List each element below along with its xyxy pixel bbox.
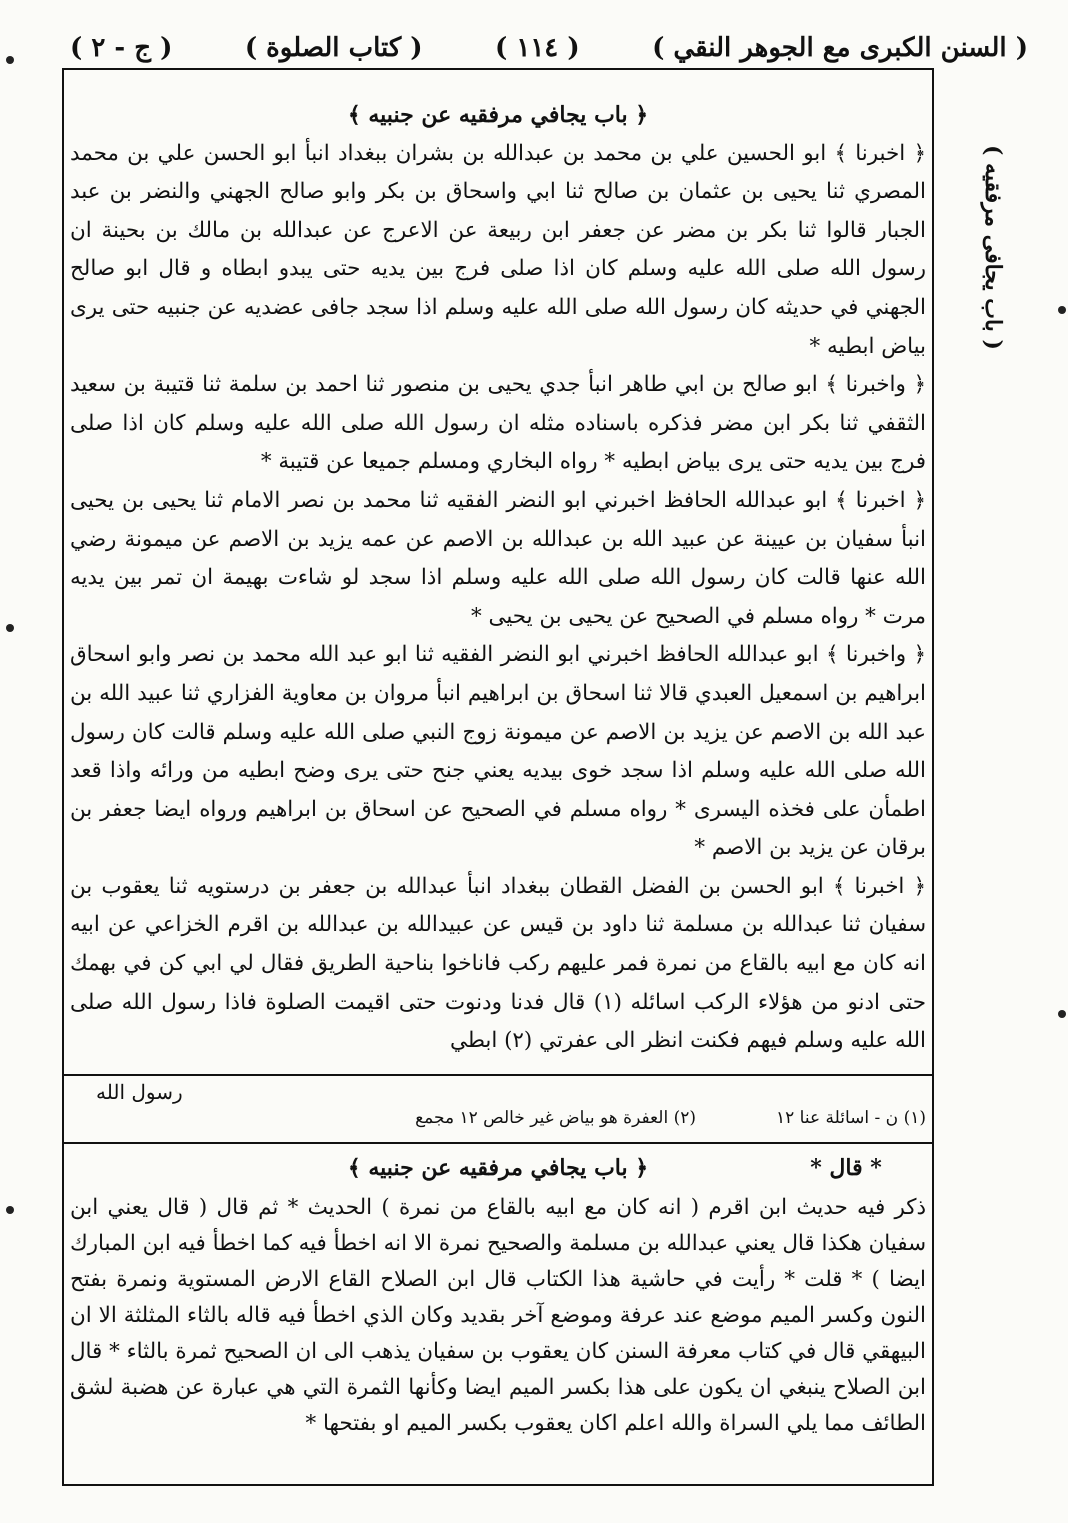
hadith-paragraph: ﴿ اخبرنا ﴾ ابو الحسين علي بن محمد بن عبدالله بن بشران ببغداد انبأ ابو الحسن علي بن محمد المصري ثنا يحيى بن عثمان بن صالح ثنا ابي واسحاق بن بكر وابو صالح الجهني والنضر بن عبد الجبار قالوا ثنا بكر بن مضر عن جعفر ابن ربيعة عن الاعرج عن عبدالله بن مالك بن بحينة ان رسول الله صلى الله عليه وسلم كان اذا صلى فرج بين يديه حتى يبدو ابطاه و قال ابو صالح الجهني في حديثه كان رسول الله صلى الله عليه وسلم اذا سجد جافى عضديه عن جنبيه حتى يرى بياض ابطيه *	[70, 140, 926, 359]
main-text	[70, 96, 926, 1061]
scan-speck	[1058, 1010, 1066, 1018]
scan-speck	[1058, 306, 1066, 314]
hadith-paragraph: ﴿ واخبرنا ﴾ ابو صالح بن ابي طاهر انبأ جدي يحيى بن منصور ثنا احمد بن سلمة ثنا قتيبة بن سعيد الثقفي ثنا بكر ابن مضر فذكره باسناده مثله ان رسول الله صلى الله عليه وسلم كان اذا صلى فرج بين يديه حتى يرى بياض ابطيه * رواه البخاري ومسلم جميعا عن قتيبة *	[70, 372, 926, 475]
page-number: ( ١١٤ )	[495, 33, 580, 63]
divider-rule	[64, 1074, 932, 1076]
commentary-section	[70, 1150, 926, 1442]
footnotes	[70, 1108, 926, 1138]
commentary-text: ذكر فيه حديث ابن اقرم ( انه كان مع ابيه بالقاع من نمرة ) الحديث * ثم قال ( قال يعني ابن سفيان هكذا قال يعني عبدالله بن مسلمة والصحيح نمرة الا انه اخطأ فيه كما اخطأ فيه ابن المبارك ايضا ) * قلت * رأيت في حاشية هذا الكتاب قال ابن الصلاح القاع الارض المستوية ونمرة بفتح النون وكسر الميم موضع عند عرفة وموضع آخر بقديد وكان الذي اخطأ فيه قاله بالثاء المثلثة الا ان البيهقي قال في كتاب معرفة السنن كان يعقوب بن سفيان يذهب الى ان الصحيح ثمرة بالثاء * قال ابن الصلاح ينبغي ان يكون على هذا بكسر الميم ايضا وكأنها الثمرة التي هي عبارة عن هضبة لشق الطائف مما يلي السراة والله اعلم اكان يعقوب بكسر الميم او بفتحها *	[70, 1195, 926, 1436]
margin-note: ( باب يجافى مرفقيه )	[980, 145, 1006, 350]
hadith-paragraph: ﴿ اخبرنا ﴾ ابو عبدالله الحافظ اخبرني ابو النضر الفقيه ثنا محمد بن نصر الامام ثنا يحيى بن يحيى انبأ سفيان بن عيينة عن عبيد الله بن عبدالله بن الاصم عن عمه يزيد بن الاصم عن ميمونة رضي الله عنها قالت كان رسول الله صلى الله عليه وسلم اذا سجد لو شاءت بهيمة ان تمر بين يديه مرت * رواه مسلم في الصحيح عن يحيى بن يحيى *	[70, 487, 926, 629]
footnote: (٢) العفرة هو بياض غير خالص ١٢ مجمع	[415, 1108, 696, 1128]
commentary-heading-row	[70, 1150, 926, 1186]
commentary-qal: * قال *	[810, 1155, 882, 1181]
hadith-paragraph: ﴿ واخبرنا ﴾ ابو عبدالله الحافظ اخبرني ابو النضر الفقيه ثنا ابو عبد الله محمد بن نصر وابو اسحاق ابراهيم بن اسمعيل العبدي قالا ثنا اسحاق بن ابراهيم انبأ مروان بن معاوية الفزاري ثنا عبيد الله بن عبد الله بن الاصم عن يزيد بن الاصم عن ميمونة زوج النبي صلى الله عليه وسلم قالت كان رسول الله صلى الله عليه وسلم اذا سجد خوى بيديه يعني جنح حتى يرى وضح ابطيه من ورائه واذا قعد اطمأن على فخذه اليسرى * رواه مسلم في الصحيح عن اسحاق بن ابراهيم ورواه ايضا جعفر بن برقان عن يزيد بن الاصم *	[70, 642, 926, 861]
scan-speck	[6, 624, 14, 632]
scan-speck	[6, 56, 14, 64]
divider-rule	[64, 1142, 932, 1144]
volume-label: ( ج - ٢ )	[70, 33, 173, 63]
commentary-heading: ﴿ باب يجافي مرفقيه عن جنبيه ﴾	[347, 1155, 649, 1181]
hadith-paragraph: ﴿ اخبرنا ﴾ ابو الحسن بن الفضل القطان ببغداد انبأ عبدالله بن جعفر بن درستويه ثنا يعقوب بن سفيان ثنا عبدالله بن مسلمة ثنا داود بن قيس عن عبيدالله بن عبدالله بن اقرم الخزاعي عن ابيه انه كان مع ابيه بالقاع من نمرة فمر عليهم ركب فاناخوا بناحية الطريق فقال لي ابي كن في بهمك حتى ادنو من هؤلاء الركب اسائله (١) قال فدنا ودنوت حتى اقيمت الصلوة فاذا رسول الله صلى الله عليه وسلم فيهم فكنت انظر الى عفرتي (٢) ابطي	[70, 873, 926, 1054]
chapter-title: ( كتاب الصلوة )	[244, 33, 423, 63]
footnote: (١) ن - اسائلة عنا ١٢	[775, 1108, 926, 1128]
running-header	[70, 26, 1028, 70]
book-title: ( السنن الكبرى مع الجوهر النقي )	[652, 33, 1028, 63]
scan-speck	[6, 1206, 14, 1214]
catchword: رسول الله	[96, 1080, 183, 1104]
main-heading: ﴿ باب يجافي مرفقيه عن جنبيه ﴾	[347, 102, 649, 128]
